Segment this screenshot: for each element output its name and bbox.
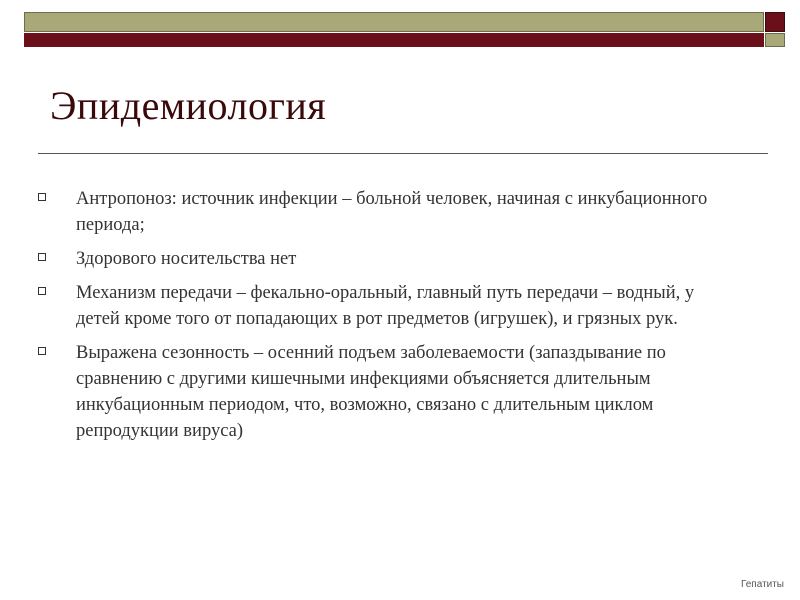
hollow-square-bullet-icon (38, 193, 46, 201)
header-bar-maroon (24, 33, 764, 47)
list-item-text: Механизм передачи – фекально-оральный, главный путь передачи – водный, у детей кроме того от попадающих в рот предметов (игрушек), и грязных рук. (76, 283, 695, 329)
list-item (36, 340, 736, 444)
list-item-text: Антропоноз: источник инфекции – больной человек, начиная с инкубационного периода; (76, 189, 708, 235)
list-item-text: Здорового носительства нет (76, 249, 297, 269)
hollow-square-bullet-icon (38, 287, 46, 295)
list-item (36, 186, 736, 238)
list-item-text: Выражена сезонность – осенний подъем заболеваемости (запаздывание по сравнению с другими кишечными инфекциями объясняется длительным инкубационным периодом, что, возможно, связано с длительным циклом репродукции вируса) (76, 343, 666, 441)
list-item (36, 280, 736, 332)
title-divider (38, 153, 768, 154)
bullet-list (36, 186, 736, 452)
hollow-square-bullet-icon (38, 347, 46, 355)
header-bar-olive (24, 12, 764, 32)
footer-label: Гепатиты (741, 579, 784, 590)
hollow-square-bullet-icon (38, 253, 46, 261)
list-item (36, 246, 736, 272)
slide-title: Эпидемиология (50, 83, 327, 128)
corner-square-olive (765, 33, 785, 47)
corner-square-maroon (765, 12, 785, 32)
